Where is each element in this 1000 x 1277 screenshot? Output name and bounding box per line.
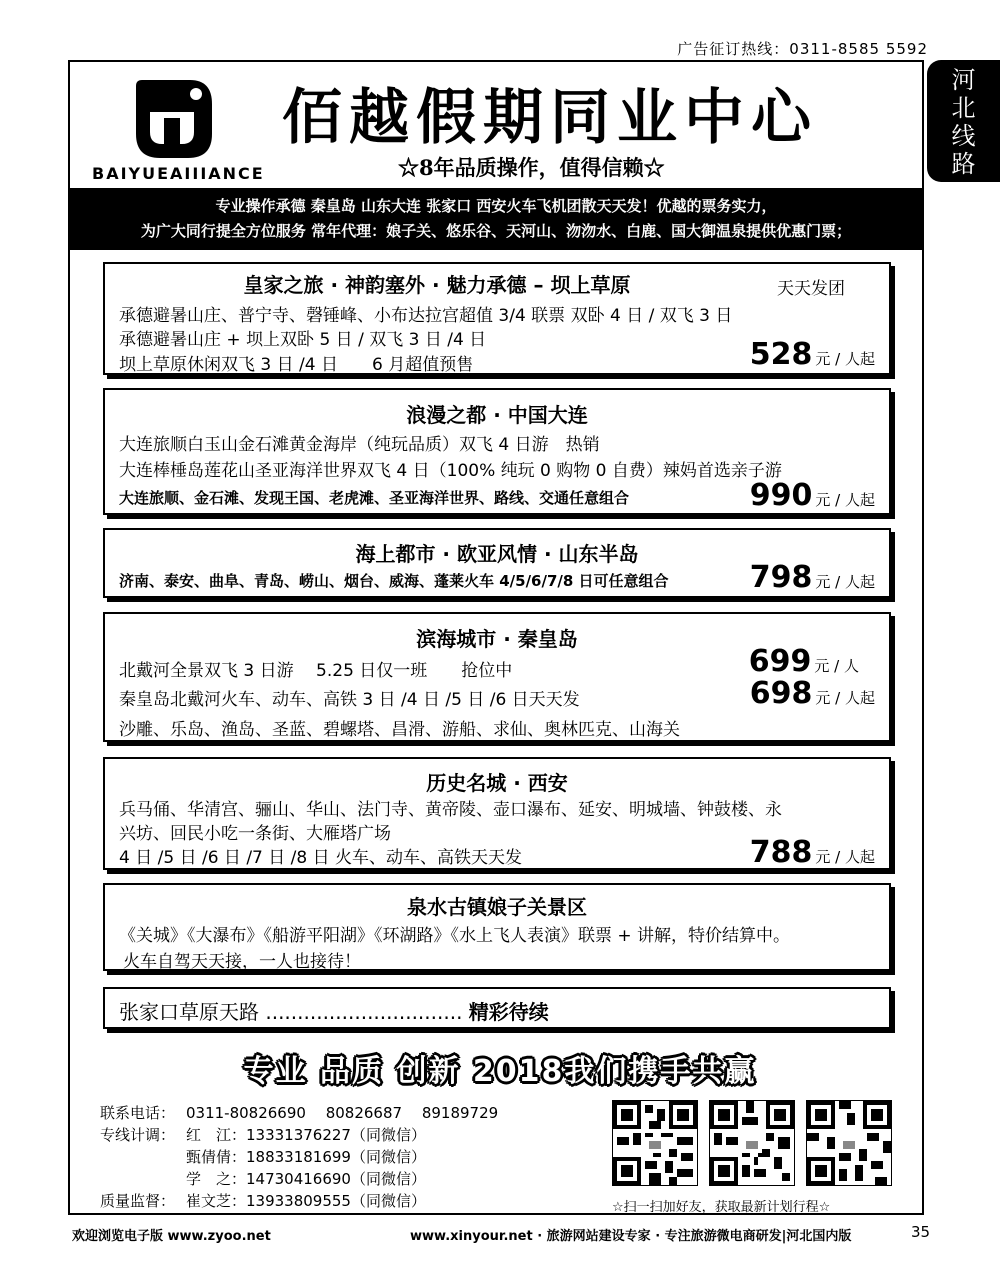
price-value: 788 [749, 835, 813, 870]
contact-planner-row [100, 1168, 498, 1190]
route-qinhuangdao [103, 612, 891, 742]
side-tab-char: 路 [951, 150, 976, 178]
route-line: 秦皇岛北戴河火车、动车、高铁 3 日 /4 日 /5 日 /6 日天天发 [119, 690, 580, 710]
price-unit: 元 / 人起 [815, 848, 875, 866]
route-line: 济南、泰安、曲阜、青岛、崂山、烟台、威海、蓬莱火车 4/5/6/7/8 日可任意组合 [119, 572, 669, 590]
banner-line: 专业操作承德 秦皇岛 山东大连 张家口 西安火车飞机团散天天发！优越的票务实力， [215, 197, 777, 215]
route-line: 4 日 /5 日 /6 日 /7 日 /8 日 火车、动车、高铁天天发 [119, 848, 523, 868]
route-xian [103, 757, 891, 870]
footer-left[interactable]: 欢迎浏览电子版 www.zyoo.net [72, 1229, 271, 1244]
qr-code-icon[interactable] [612, 1100, 698, 1186]
price-value: 798 [749, 560, 813, 595]
route-heading: 海上都市 · 欧亚风情 · 山东半岛 [355, 542, 639, 566]
route-line: 大连旅顺白玉山金石滩黄金海岸（纯玩品质）双飞 4 日游 热销 [119, 435, 600, 455]
route-line: 兵马俑、华清宫、骊山、华山、法门寺、黄帝陵、壶口瀑布、延安、明城墙、钟鼓楼、永 [119, 800, 782, 820]
price-unit: 元 / 人起 [815, 350, 875, 368]
page-title: 佰越假期同业中心 [282, 83, 818, 153]
contact-planner: 学 之：14730416690（同微信） [186, 1170, 426, 1188]
route-price [750, 835, 875, 870]
qr-code-icon[interactable] [806, 1100, 892, 1186]
route-line: 兴坊、回民小吃一条街、大雁塔广场 [119, 824, 391, 844]
route-tag: 天天发团 [777, 279, 845, 299]
contact-phone-row [100, 1102, 498, 1124]
route-price [750, 337, 875, 372]
route-price [749, 644, 859, 679]
side-tab-char: 北 [951, 94, 976, 122]
qr-code-icon[interactable] [709, 1100, 795, 1186]
price-unit: 元 / 人起 [815, 491, 875, 509]
route-dalian [103, 388, 891, 515]
logo-wordmark: BAIYUEAIIIANCE [92, 164, 265, 183]
route-shandong [103, 528, 891, 598]
contact-label: 联系电话： [100, 1104, 176, 1122]
contact-qc-row [100, 1190, 498, 1212]
contact-planner: 甄倩倩：18833181699（同微信） [186, 1148, 426, 1166]
route-line: 承德避暑山庄、普宁寺、磬锤峰、小布达拉宫超值 3/4 联票 双卧 4 日 / 双飞 3 日 [119, 306, 733, 326]
price-value: 698 [749, 676, 813, 711]
route-line: 《关城》《大瀑布》《船游平阳湖》《环湖路》《水上飞人表演》联票 + 讲解，特价结算中。 [119, 926, 791, 946]
price-value: 528 [749, 337, 813, 372]
route-line: 火车自驾天天接，一人也接待！ [123, 952, 361, 972]
coming-soon-text: 张家口草原天路 ............................... [119, 1000, 463, 1024]
route-chengde [103, 262, 891, 375]
baiyue-logo-icon [128, 72, 220, 164]
side-tab-char: 河 [951, 66, 976, 94]
route-price [750, 560, 875, 595]
price-unit: 元 / 人 [814, 657, 859, 675]
footer-middle[interactable]: www.xinyour.net · 旅游网站建设专家 · 专注旅游微电商研发|河北国内版 [410, 1229, 852, 1244]
slogan: ☆8年品质操作，值得信赖☆ [398, 155, 665, 180]
contact-qc: 崔文芝：13933809555（同微信） [186, 1192, 426, 1210]
contact-label: 专线计调： [100, 1126, 176, 1144]
route-heading: 皇家之旅 · 神韵塞外 · 魅力承德 – 坝上草原 [243, 273, 631, 297]
side-tab-char: 线 [951, 122, 976, 150]
contact-block [100, 1102, 498, 1212]
price-unit: 元 / 人起 [815, 689, 875, 707]
service-banner [70, 188, 922, 250]
route-price [750, 478, 875, 513]
route-line: 承德避暑山庄 + 坝上双卧 5 日 / 双飞 3 日 /4 日 [119, 330, 487, 350]
contact-planner-row [100, 1124, 498, 1146]
route-zhangjiakou-coming-soon [103, 987, 891, 1029]
banner-line: 为广大同行提全方位服务 常年代理：娘子关、悠乐谷、天河山、沕沕水、白鹿、国大御温泉提供优惠门票； [140, 222, 852, 240]
coming-soon-line [119, 996, 549, 1025]
ad-hotline: 广告征订热线：0311-8585 5592 [677, 40, 928, 58]
route-heading: 浪漫之都 · 中国大连 [406, 403, 588, 427]
page-number: 35 [911, 1223, 931, 1241]
route-line: 坝上草原休闲双飞 3 日 /4 日 6 月超值预售 [119, 355, 474, 375]
route-line: 大连棒棰岛莲花山圣亚海洋世界双飞 4 日（100% 纯玩 0 购物 0 自费）辣妈首选亲子游 [119, 461, 782, 481]
route-heading: 滨海城市 · 秦皇岛 [416, 627, 578, 651]
contact-planner-row [100, 1146, 498, 1168]
route-line: 沙雕、乐岛、渔岛、圣蓝、碧螺塔、昌滑、游船、求仙、奥林匹克、山海关 [119, 720, 680, 740]
contact-label: 质量监督： [100, 1192, 176, 1210]
price-unit: 元 / 人起 [815, 573, 875, 591]
side-tab-hebei-routes [927, 60, 1000, 182]
route-line: 北戴河全景双飞 3 日游 5.25 日仅一班 抢位中 [119, 661, 513, 681]
route-heading: 历史名城 · 西安 [426, 771, 568, 795]
route-niangziguan [103, 883, 891, 971]
route-line: 大连旅顺、金石滩、发现王国、老虎滩、圣亚海洋世界、路线、交通任意组合 [119, 489, 630, 507]
coming-soon-bold: 精彩待续 [468, 1000, 549, 1024]
route-price [750, 676, 875, 711]
price-value: 699 [748, 644, 812, 679]
contact-phone: 0311-80826690 80826687 89189729 [186, 1104, 499, 1122]
tagline: 专业 品质 创新 2018我们携手共赢 [243, 1054, 757, 1089]
qr-note: ☆扫一扫加好友，获取最新计划行程☆ [612, 1200, 831, 1215]
contact-planner: 红 江：13331376227（同微信） [186, 1126, 426, 1144]
route-heading: 泉水古镇娘子关景区 [407, 895, 587, 919]
price-value: 990 [749, 478, 813, 513]
